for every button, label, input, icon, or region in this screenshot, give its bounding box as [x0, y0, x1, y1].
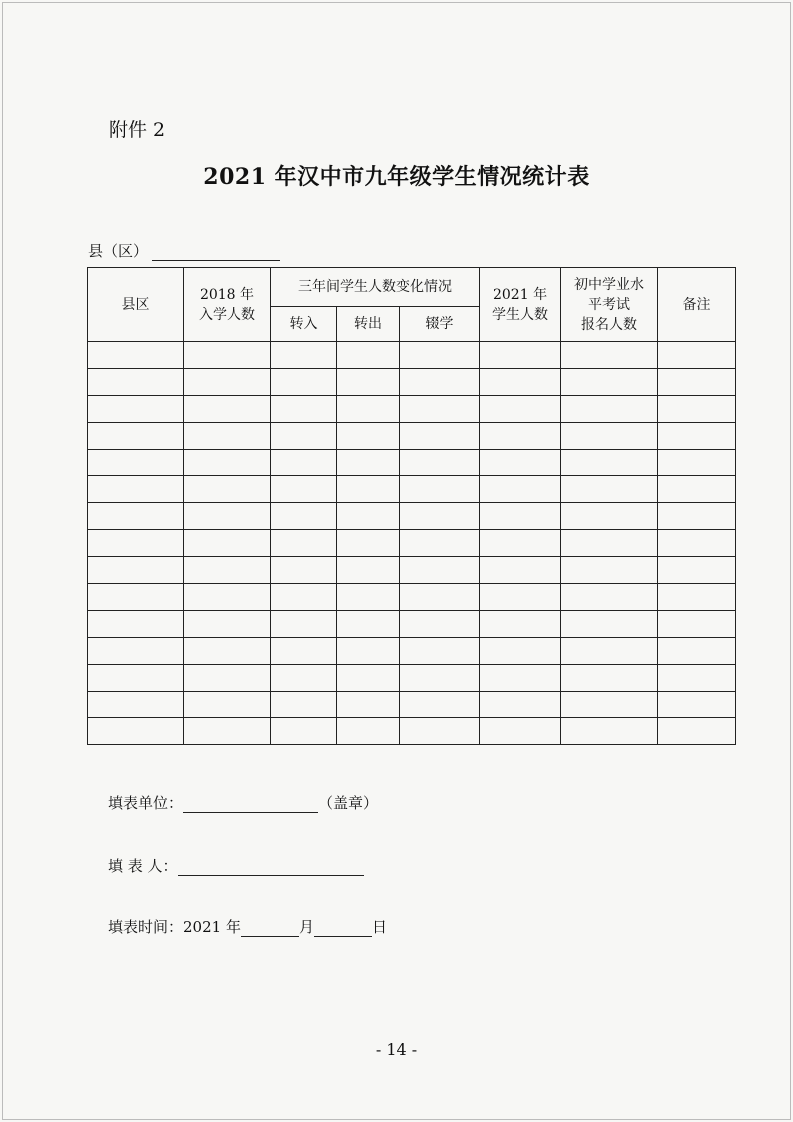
table-cell[interactable]: [184, 691, 271, 718]
table-cell[interactable]: [561, 610, 658, 637]
table-cell[interactable]: [271, 610, 337, 637]
table-cell[interactable]: [561, 664, 658, 691]
table-cell[interactable]: [658, 342, 736, 369]
table-cell[interactable]: [480, 530, 561, 557]
table-cell[interactable]: [400, 476, 480, 503]
table-cell[interactable]: [271, 342, 337, 369]
table-cell[interactable]: [337, 368, 400, 395]
table-cell[interactable]: [658, 557, 736, 584]
table-cell[interactable]: [184, 342, 271, 369]
table-cell[interactable]: [658, 530, 736, 557]
table-cell[interactable]: [658, 449, 736, 476]
table-cell[interactable]: [658, 422, 736, 449]
table-cell[interactable]: [658, 718, 736, 745]
header-change: 三年间学生人数变化情况: [271, 268, 480, 307]
table-cell[interactable]: [480, 476, 561, 503]
header-exam-line3: 报名人数: [581, 316, 638, 333]
table-cell[interactable]: [658, 691, 736, 718]
table-cell[interactable]: [480, 422, 561, 449]
table-cell[interactable]: [337, 637, 400, 664]
table-cell[interactable]: [480, 718, 561, 745]
table-cell[interactable]: [658, 476, 736, 503]
table-cell[interactable]: [400, 342, 480, 369]
table-row: [88, 342, 736, 369]
table-cell[interactable]: [88, 664, 184, 691]
table-row: [88, 637, 736, 664]
header-2018-line1: 2018 年: [199, 286, 255, 303]
table-row: [88, 557, 736, 584]
table-cell[interactable]: [480, 637, 561, 664]
table-cell[interactable]: [184, 449, 271, 476]
table-row: [88, 422, 736, 449]
header-2018-line2: 入学人数: [199, 306, 255, 323]
table-cell[interactable]: [184, 664, 271, 691]
table-cell[interactable]: [400, 422, 480, 449]
header-transfer-out: 转出: [337, 307, 400, 342]
table-cell[interactable]: [88, 557, 184, 584]
table-cell[interactable]: [271, 449, 337, 476]
table-cell[interactable]: [480, 395, 561, 422]
table-cell[interactable]: [480, 449, 561, 476]
table-cell[interactable]: [88, 422, 184, 449]
table-cell[interactable]: [88, 691, 184, 718]
filler-blank-line[interactable]: [178, 859, 364, 876]
table-cell[interactable]: [88, 342, 184, 369]
page-number: - 14 -: [375, 1040, 418, 1059]
table-cell[interactable]: [184, 637, 271, 664]
table-cell[interactable]: [337, 503, 400, 530]
table-cell[interactable]: [88, 637, 184, 664]
table-cell[interactable]: [271, 422, 337, 449]
table-row: [88, 476, 736, 503]
day-label: 日: [371, 918, 387, 936]
header-transfer-in: 转入: [271, 307, 337, 342]
table-cell[interactable]: [337, 395, 400, 422]
table-body: [88, 342, 736, 745]
table-cell[interactable]: [561, 557, 658, 584]
table-cell[interactable]: [400, 449, 480, 476]
table-cell[interactable]: [400, 395, 480, 422]
table-cell[interactable]: [561, 368, 658, 395]
table-cell[interactable]: [337, 557, 400, 584]
header-2021-line1: 2021 年: [492, 286, 548, 303]
county-blank-line[interactable]: [152, 244, 280, 261]
table-cell[interactable]: [561, 691, 658, 718]
table-cell[interactable]: [480, 664, 561, 691]
table-cell[interactable]: [561, 637, 658, 664]
table-cell[interactable]: [337, 664, 400, 691]
table-cell[interactable]: [88, 718, 184, 745]
table-cell[interactable]: [184, 368, 271, 395]
day-blank-line[interactable]: [314, 920, 372, 937]
table-row: [88, 664, 736, 691]
header-2018-enrollment: [184, 268, 271, 342]
table-cell[interactable]: [184, 422, 271, 449]
table-row: [88, 503, 736, 530]
table-cell[interactable]: [184, 530, 271, 557]
table-row: [88, 530, 736, 557]
table-cell[interactable]: [561, 422, 658, 449]
table-cell[interactable]: [271, 476, 337, 503]
table-row: [88, 368, 736, 395]
table-cell[interactable]: [88, 503, 184, 530]
table-cell[interactable]: [184, 395, 271, 422]
header-exam-line1: 初中学业水: [574, 276, 645, 293]
header-2021-line2: 学生人数: [492, 306, 549, 323]
table-cell[interactable]: [337, 610, 400, 637]
county-field: [88, 240, 280, 261]
table-cell[interactable]: [271, 664, 337, 691]
table-cell[interactable]: [337, 476, 400, 503]
table-cell[interactable]: [561, 530, 658, 557]
table-cell[interactable]: [400, 503, 480, 530]
table-row: [88, 718, 736, 745]
table-cell[interactable]: [271, 368, 337, 395]
month-label: 月: [298, 918, 314, 936]
table-cell[interactable]: [88, 584, 184, 611]
table-cell[interactable]: [88, 530, 184, 557]
table-cell[interactable]: [271, 503, 337, 530]
header-exam-registrations: [561, 268, 658, 342]
table-cell[interactable]: [88, 395, 184, 422]
table-row: [88, 449, 736, 476]
table-cell[interactable]: [271, 691, 337, 718]
table-cell[interactable]: [337, 342, 400, 369]
table-row: [88, 610, 736, 637]
time-label: 填表时间：2021 年: [108, 918, 241, 936]
header-dropout: 辍学: [400, 307, 480, 342]
table-cell[interactable]: [561, 584, 658, 611]
table-cell[interactable]: [271, 637, 337, 664]
table-cell[interactable]: [400, 584, 480, 611]
table-cell[interactable]: [184, 584, 271, 611]
table-cell[interactable]: [271, 718, 337, 745]
table-cell[interactable]: [337, 718, 400, 745]
seal-label: （盖章）: [318, 794, 379, 812]
table-cell[interactable]: [400, 664, 480, 691]
table-cell[interactable]: [271, 557, 337, 584]
table-cell[interactable]: [561, 449, 658, 476]
table-cell[interactable]: [561, 395, 658, 422]
table-cell[interactable]: [337, 691, 400, 718]
header-2021-students: [480, 268, 561, 342]
table-cell[interactable]: [400, 557, 480, 584]
statistics-table: [87, 267, 736, 745]
filler-label: 填 表 人：: [108, 857, 178, 875]
header-exam-line2: 平考试: [588, 296, 631, 313]
table-cell[interactable]: [271, 584, 337, 611]
table-cell[interactable]: [88, 368, 184, 395]
table-cell[interactable]: [184, 718, 271, 745]
table-cell[interactable]: [184, 503, 271, 530]
table-cell[interactable]: [561, 342, 658, 369]
table-cell[interactable]: [400, 368, 480, 395]
table-cell[interactable]: [184, 557, 271, 584]
table-cell[interactable]: [561, 503, 658, 530]
table-cell[interactable]: [658, 637, 736, 664]
table-cell[interactable]: [400, 637, 480, 664]
table-cell[interactable]: [337, 530, 400, 557]
table-cell[interactable]: [184, 476, 271, 503]
table-cell[interactable]: [561, 476, 658, 503]
county-label: 县（区）: [88, 242, 149, 260]
table-cell[interactable]: [480, 691, 561, 718]
header-notes: 备注: [658, 268, 736, 342]
unit-field: [108, 792, 378, 813]
table-cell[interactable]: [480, 610, 561, 637]
table-cell[interactable]: [480, 368, 561, 395]
table-cell[interactable]: [658, 610, 736, 637]
table-cell[interactable]: [480, 503, 561, 530]
table-cell[interactable]: [88, 610, 184, 637]
table-cell[interactable]: [184, 610, 271, 637]
table-cell[interactable]: [480, 342, 561, 369]
table-row: [88, 395, 736, 422]
table-row: [88, 584, 736, 611]
table-cell[interactable]: [658, 503, 736, 530]
filler-field: [108, 855, 364, 876]
table-cell[interactable]: [337, 422, 400, 449]
table-cell[interactable]: [271, 395, 337, 422]
table-cell[interactable]: [658, 395, 736, 422]
table-cell[interactable]: [337, 584, 400, 611]
month-blank-line[interactable]: [241, 920, 299, 937]
table-cell[interactable]: [337, 449, 400, 476]
table-cell[interactable]: [400, 718, 480, 745]
unit-label: 填表单位：: [108, 794, 184, 812]
table-cell[interactable]: [400, 610, 480, 637]
table-cell[interactable]: [658, 368, 736, 395]
table-cell[interactable]: [88, 449, 184, 476]
header-county: 县区: [88, 268, 184, 342]
attachment-label: 附件 2: [109, 119, 166, 141]
document-title: 2021 年汉中市九年级学生情况统计表: [203, 164, 590, 190]
table-cell[interactable]: [480, 557, 561, 584]
table-cell[interactable]: [480, 584, 561, 611]
table-cell[interactable]: [271, 530, 337, 557]
table-cell[interactable]: [658, 584, 736, 611]
table-cell[interactable]: [400, 530, 480, 557]
table-cell[interactable]: [561, 718, 658, 745]
table-cell[interactable]: [658, 664, 736, 691]
table-row: [88, 691, 736, 718]
table-cell[interactable]: [88, 476, 184, 503]
time-field: [108, 916, 387, 937]
unit-blank-line[interactable]: [183, 796, 318, 813]
table-cell[interactable]: [400, 691, 480, 718]
